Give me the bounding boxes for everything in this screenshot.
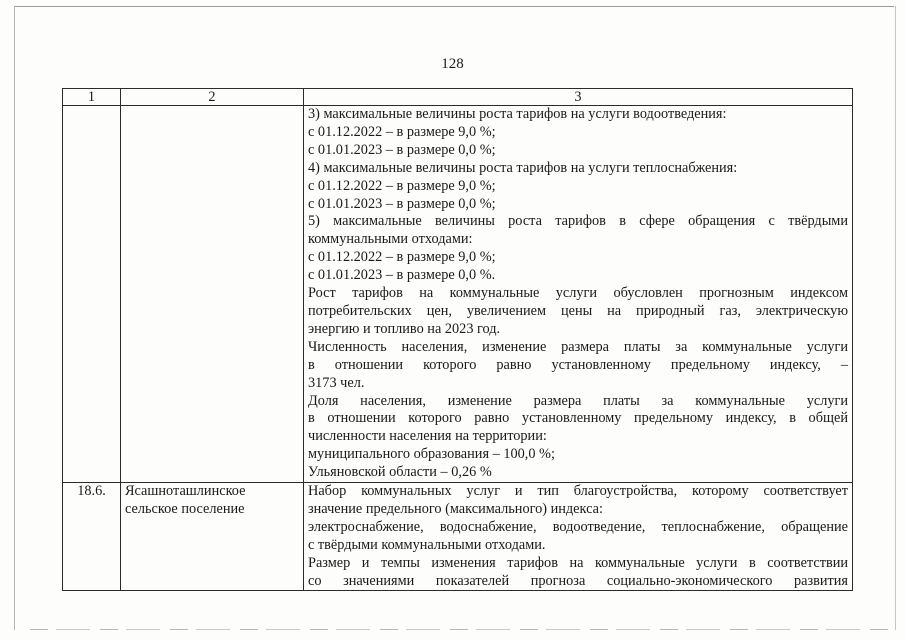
text-line: Доля населения, изменение размера платы за коммунальные услуги (308, 392, 848, 409)
table-header-row (63, 89, 853, 106)
text-line: с 01.12.2022 – в размере 9,0 %; (308, 123, 496, 140)
scan-edge-top (14, 6, 894, 7)
text-line: потребительских цен, увеличением цены на природный газ, электрическую (308, 302, 848, 319)
text-line: электроснабжение, водоснабжение, водоотведение, теплоснабжение, обращение (308, 518, 848, 535)
text-line: с 01.01.2023 – в размере 0,0 %; (308, 141, 496, 158)
settlement-name (121, 483, 304, 591)
text-line: муниципального образования – 100,0 %; (308, 446, 555, 463)
text-line: с 01.01.2023 – в размере 0,0 %; (308, 195, 496, 212)
text-line: энергию и топливо на 2023 год. (308, 320, 501, 337)
text-line: численности населения на территории: (308, 428, 547, 445)
text-line: Ульяновской области – 0,26 % (308, 464, 492, 481)
page-number: 128 (441, 56, 464, 72)
table-row (63, 483, 853, 591)
text-line: Набор коммунальных услуг и тип благоустройства, которому соответствует (308, 483, 848, 500)
scan-edge-left (14, 6, 15, 630)
text-line: 5) максимальные величины роста тарифов в сфере обращения с твёрдыми (308, 213, 848, 230)
row-number: 18.6. (63, 483, 121, 591)
text-line: 3) максимальные величины роста тарифов на услуги водоотведения: (308, 106, 727, 122)
row-number (63, 106, 121, 483)
text-line: 3173 чел. (308, 374, 365, 391)
header-col-3: 3 (304, 89, 853, 106)
text-line: со значениями показателей прогноза социально-экономического развития (308, 572, 848, 589)
text-line: с 01.12.2022 – в размере 9,0 %; (308, 177, 496, 194)
scan-edge-bottom (30, 629, 890, 630)
text-line: значение предельного (максимального) индекса: (308, 500, 603, 517)
settlement-name-line: Ясашноташлинское (125, 483, 246, 500)
text-line: в отношении которого равно установленному предельному индексу, – (308, 356, 848, 373)
text-line: коммунальными отходами: (308, 231, 473, 248)
text-line: 4) максимальные величины роста тарифов на услуги теплоснабжения: (308, 159, 738, 176)
settlement-name-line: сельское поселение (125, 500, 245, 517)
tariff-table (62, 88, 853, 591)
text-line: с твёрдыми коммунальными отходами. (308, 536, 546, 553)
text-line: в отношении которого равно установленному предельному индексу, в общей (308, 410, 848, 427)
tariff-description (304, 483, 853, 591)
table-row (63, 106, 853, 483)
scan-edge-right (895, 6, 896, 630)
settlement-name (121, 106, 304, 483)
text-line: Численность населения, изменение размера платы за коммунальные услуги (308, 338, 848, 355)
header-col-2: 2 (121, 89, 304, 106)
text-line: Рост тарифов на коммунальные услуги обусловлен прогнозным индексом (308, 285, 848, 302)
header-col-1: 1 (63, 89, 121, 106)
tariff-description (304, 106, 853, 483)
text-line: с 01.01.2023 – в размере 0,0 %. (308, 267, 496, 284)
text-line: Размер и темпы изменения тарифов на коммунальные услуги в соответствии (308, 554, 848, 571)
text-line: с 01.12.2022 – в размере 9,0 %; (308, 249, 496, 266)
